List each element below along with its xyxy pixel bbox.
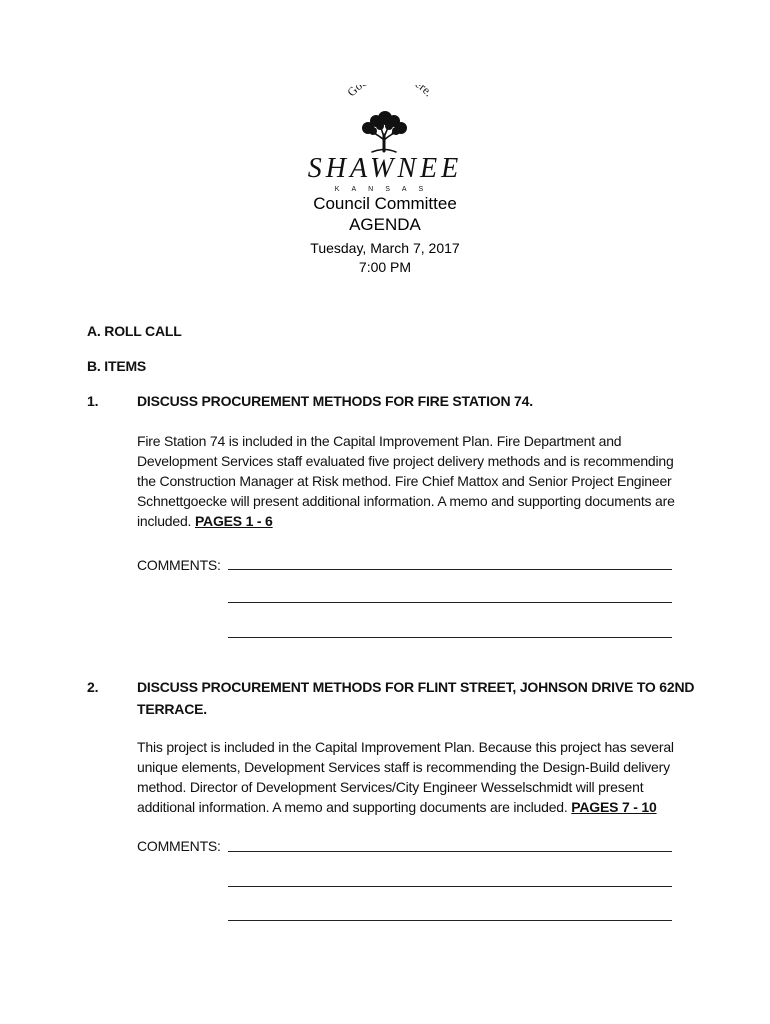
item-2-number: 2. [87, 679, 99, 695]
item-1-comment-line[interactable] [228, 602, 672, 603]
page-title: AGENDA [349, 215, 421, 234]
tree-icon [362, 111, 407, 152]
item-2-description [137, 737, 677, 817]
meeting-time: 7:00 PM [358, 259, 412, 275]
item-2-pages-link[interactable]: PAGES 7 - 10 [571, 799, 657, 815]
section-roll-call: A. ROLL CALL [87, 323, 182, 339]
committee-name: Council Committee [313, 194, 457, 213]
item-1-number: 1. [87, 393, 99, 409]
city-logo-graphic [280, 85, 490, 195]
item-1-pages-link[interactable]: PAGES 1 - 6 [194, 513, 273, 529]
item-1-comment-line[interactable] [228, 637, 672, 638]
logo-state: KANSAS [334, 186, 436, 193]
item-2-comment-line[interactable] [228, 886, 672, 887]
logo-wordmark: SHAWNEE [307, 153, 463, 184]
item-2-title: DISCUSS PROCUREMENT METHODS FOR FLINT STREET, JOHNSON DRIVE TO 62ND TERRACE. [137, 679, 695, 717]
item-1-description [137, 431, 677, 531]
meeting-date: Tuesday, March 7, 2017 [310, 240, 460, 256]
item-2-comment-line[interactable] [228, 851, 672, 852]
item-1-title: DISCUSS PROCUREMENT METHODS FOR FIRE STATION 74. [137, 393, 533, 409]
item-1-comment-line[interactable] [228, 569, 672, 570]
item-1-comments-label: COMMENTS: [137, 557, 221, 573]
item-1-description-text: Fire Station 74 is included in the Capital Improvement Plan. Fire Department and Development Services staff evaluated five project delivery methods and is recommending the Construction Manager at Risk method. Fire Chief Mattox and Senior Project Engineer Schnettgoecke will present additional information. A memo and supporting documents are included. [137, 433, 675, 529]
item-2-comments-label: COMMENTS: [137, 838, 221, 854]
shawnee-logo [280, 85, 490, 195]
item-2-description-text: This project is included in the Capital Improvement Plan. Because this project has several unique elements, Development Services staff is recommending the Design-Build delivery method. Director of Development Services/City Engineer Wesselschmidt will present additional information. A memo and supporting documents are included. [137, 739, 674, 815]
logo-tagline: Go re. [344, 85, 437, 100]
section-items: B. ITEMS [87, 358, 147, 374]
item-2-comment-line[interactable] [228, 920, 672, 921]
